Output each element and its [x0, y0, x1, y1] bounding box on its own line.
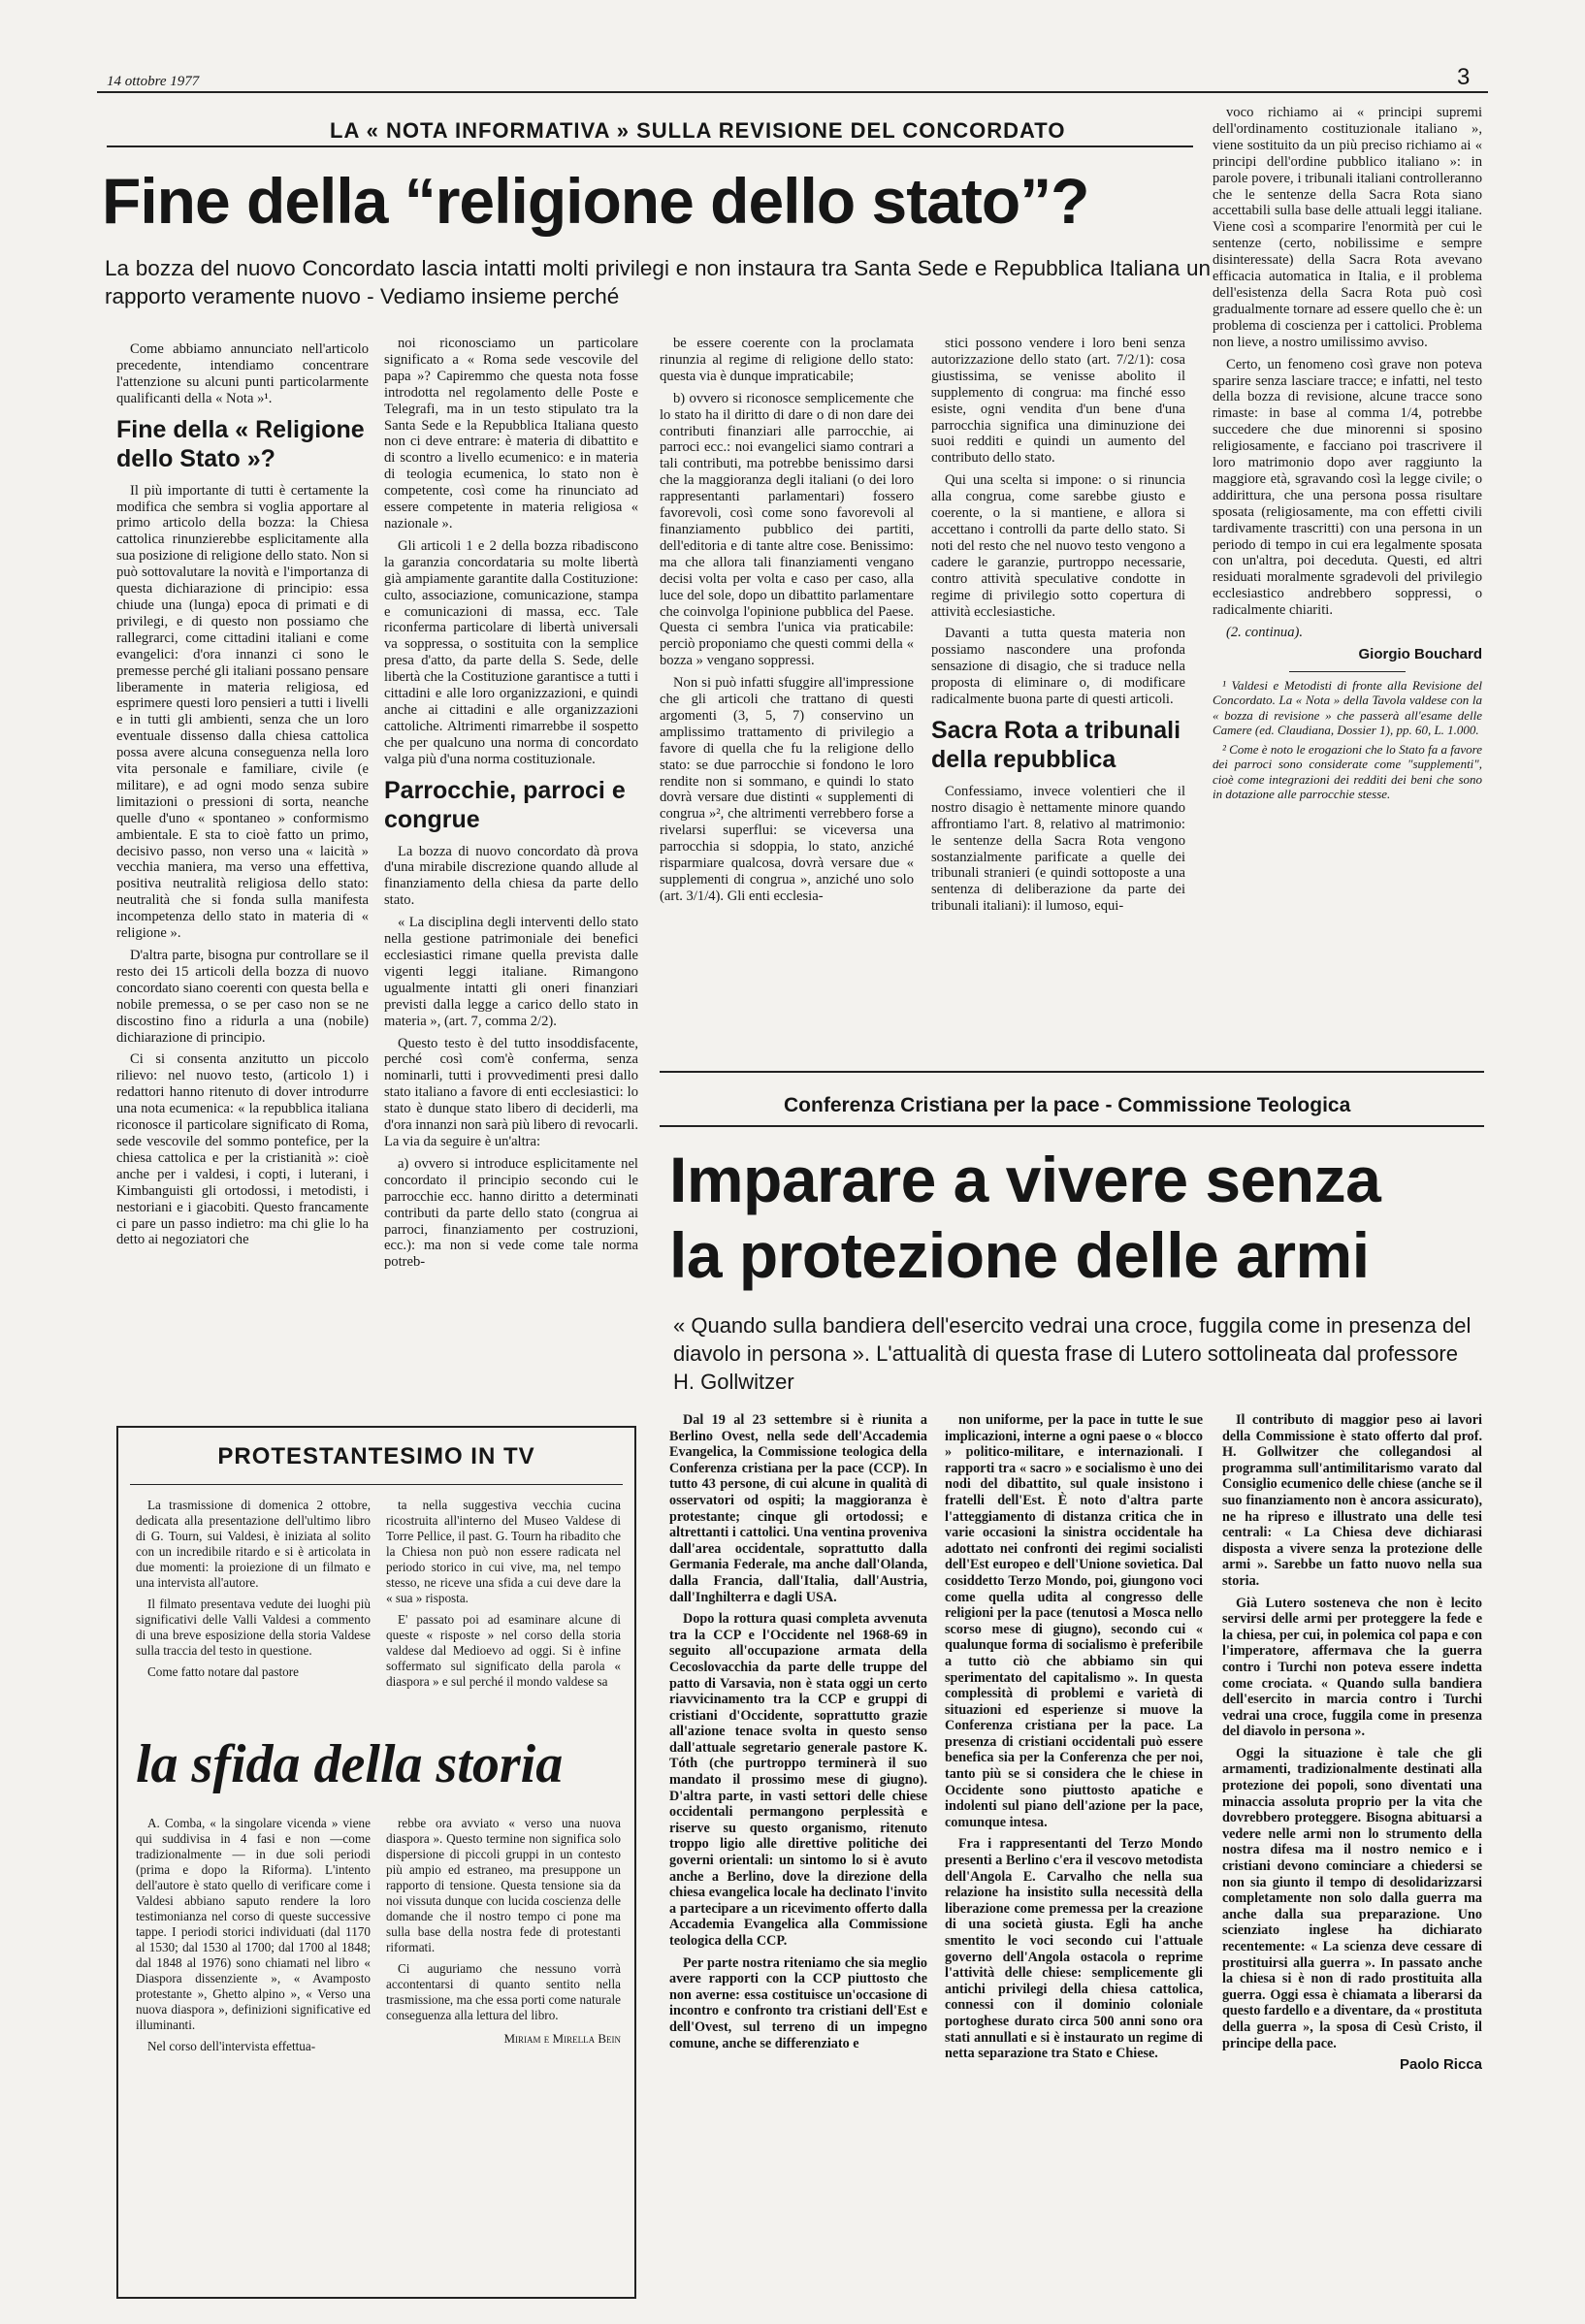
paragraph: E' passato poi ad esaminare alcune di queste « risposte » nel corso della storia valdese dal Medioevo ad oggi. Si è infine soffermato sul significato della parola « diaspora » e sul perché il mondo valdese sa: [386, 1612, 621, 1689]
article2-column-1: [669, 1412, 927, 2291]
paragraph: be essere coerente con la proclamata rinunzia al regime di religione dello stato: questa via è dunque impraticabile;: [660, 336, 914, 384]
paragraph: La bozza di nuovo concordato dà prova d'una mirabile discrezione quando allude al finanziamento della chiesa da parte dello stato.: [384, 843, 638, 909]
paragraph: D'altra parte, bisogna pur controllare se il resto dei 15 articoli della bozza di nuovo concordato siano coerenti con questa bella e nobile premessa, o se per caso non se ne discostino fino a ridurla a una (nobile) dichiarazione di principio.: [116, 948, 369, 1046]
paragraph: stici possono vendere i loro beni senza autorizzazione dello stato (art. 7/2/1): cosa giustissima, se venisse abolito il supplemento di congrua: ma finché esso esiste, ogni vendita d'un bene d'una parrocchia significa una diminuzione dei suoi redditi e quindi un aumento del contributo dello stato.: [931, 336, 1185, 467]
paragraph: Il filmato presentava vedute dei luoghi più significativi delle Valli Valdesi a commento di una breve esposizione della storia Valdese sulla traccia del testo in questione.: [136, 1597, 371, 1658]
article2-title-line2: la protezione delle armi: [669, 1219, 1370, 1291]
article2-top-rule: [660, 1071, 1484, 1073]
paragraph: Non si può infatti sfuggire all'impressione che gli articoli che trattano di questi argomenti (3, 5, 7) conservino un amplissimo trattamento di privilegio a favore di quella che fu la religione dello stato: se due parrocchie si fondono le loro rendite non si sommano, e quindi lo stato dovrà versare due distinti « supplementi di congrua »², che altrimenti verrebbero forse a rivelarsi superflui: se viceversa una parrocchia si sdoppia, lo stato, anziché risparmiare qualcosa, dovrà versare due « supplementi di congrua », anziché uno solo (art. 3/1/4). Gli enti ecclesia-: [660, 675, 914, 904]
paragraph: rebbe ora avviato « verso una nuova diaspora ». Questo termine non significa solo dispersione di piccoli gruppi in un contesto più ampio ed estraneo, ma presuppone un rapporto di tensione. Questa tensione sia da noi vissuta dunque con lucida coscienza delle domande che il nostro tempo ci pone ma sulla base della nostra fede di protestanti riformati.: [386, 1816, 621, 1954]
heading-sacra-rota: Sacra Rota a tribunali della repubblica: [931, 716, 1181, 773]
paragraph: a) ovvero si introduce esplicitamente nel concordato il principio secondo cui le parrocchie ecc. hanno diritto a determinati contributi da parte dello stato (congrua ai parroci, finanziamento per costruzioni, ecc.): ma non si vede come tale norma potreb-: [384, 1155, 638, 1271]
tv-box-column-2: [386, 1498, 621, 1721]
continued-note: (2. continua).: [1226, 625, 1304, 641]
paragraph: Come fatto notare dal pastore: [147, 1664, 299, 1679]
paragraph: Ci si consenta anzitutto un piccolo rilievo: nel nuovo testo, (articolo 1) i redattori hanno ritenuto di dover introdurre una nota ecumenica: « la repubblica italiana riconosce il particolare significato di Roma, sede vescovile del sommo pontefice, per la chiesa cattolica e per la cristianità »: cioè anche per i valdesi, i copti, i luterani, i Kimbanguisti gli ortodossi, i metodisti, i nestoriani e i giacobiti. Questo francamente ci pare un passo indietro: ma chi glie lo ha detto ai negoziatori che: [116, 1051, 369, 1248]
tv-box-title: PROTESTANTESIMO IN TV: [217, 1443, 535, 1469]
footnote-2: ² Come è noto le erogazioni che lo Stato fa a favore dei parroci sono considerate come "supplementi", cioè come integrazioni dei redditi dei beni che sono in dotazione alle parrocchie stesse.: [1213, 741, 1482, 802]
paragraph: Per parte nostra riteniamo che sia meglio avere rapporti con la CCP piuttosto che non averne: essa costituisce un'occasione di incontro e confronto tra cristiani dell'Est e dell'Ovest, sul terreno di un impegno comune, anche se differenziato e: [669, 1954, 927, 2051]
article1-kicker: LA « NOTA INFORMATIVA » SULLA REVISIONE DEL CONCORDATO: [330, 118, 1066, 143]
paragraph: Oggi la situazione è tale che gli armamenti, tradizionalmente destinati alla protezione dei popoli, sono diventati una minaccia assoluta proprio per la vita che dovrebbero proteggere. Bisogna abituarsi a vedere nelle armi non lo strumento della nostra difesa ma il nostro nemico e i cristiani devono cominciare a chiedersi se non sia giunto il tempo di desolidarizzarsi completamente non solo dalla guerra ma anche dalla sua preparazione. Uno scienziato inglese ha dichiarato recentemente: « La scienza deve cessare di prostituirsi alla guerra ». In passato anche la chiesa si è non di rado prostituita alla guerra. Oggi essa è chiamata a liberarsi da questo fardello e a diventare, da « prostituta della guerra », la sposa di Cesù Cristo, il principe della pace.: [1222, 1745, 1482, 2051]
article2-subtitle: « Quando sulla bandiera dell'esercito vedrai una croce, fuggila come in presenza del diavolo in persona ». L'attualità di questa frase di Lutero sottolineata dal professore H. Gollwitzer: [673, 1313, 1472, 1394]
paragraph: Gli articoli 1 e 2 della bozza ribadiscono la garanzia concordataria su molte libertà già ampiamente garantite dalla Costituzione: culto, associazione, comunicazione, stampa e comunicazioni di massa, ecc. Tale riconferma particolare di libertà universali va soppressa, o sostituita con la semplice presa d'atto, da parte della S. Sede, delle libertà che la Costituzione garantisce a tutti i cittadini e alle loro organizzazioni, e quindi anche ai cittadini e alle organizzazioni cattoliche. Altrimenti rimarrebbe il sospetto che per qualcuno una norma di concordato valga più d'una norma costituzionale.: [384, 537, 638, 767]
footnote-rule: [1289, 671, 1406, 672]
article1-column-2: [384, 336, 638, 1406]
article2-title-line1: Imparare a vivere senza: [669, 1144, 1381, 1215]
article2-kicker: Conferenza Cristiana per la pace - Commissione Teologica: [784, 1094, 1351, 1116]
footnote-1: ¹ Valdesi e Metodisti di fronte alla Revisione del Concordato. La « Nota » della Tavola valdese con la « bozza di revisione » che passerà all'esame delle Camere (ed. Claudiana, Dossier 1), pp. 60, L. 1.000.: [1213, 677, 1482, 738]
paragraph: Dopo la rottura quasi completa avvenuta tra la CCP e l'Occidente nel 1968-69 in seguito all'occupazione armata della Cecoslovacchia da parte delle truppe del patto di Varsavia, non è stata oggi un certo riavvicinamento tra la CCP e gruppi di cristiani d'Occidente, soprattutto grazie all'azione tenace svolta in questo senso dall'attuale segretario generale pastore K. Tóth (che purtroppo terminerà il suo mandato il prossimo mese di giugno). D'altra parte, in vasti settori delle chiese occidentali permangono perplessità e riserve su questo organismo, ritenuto troppo ligio alle direttive politiche dei governi orientali: un sintomo lo si è avuto anche a Berlino, dove la direzione della chiesa evangelica locale ha declinato l'invito a partecipare a un ricevimento offerto dalla Accademia Evangelica alla Commissione teologica della CCP.: [669, 1611, 927, 1949]
paragraph: Certo, un fenomeno così grave non poteva sparire senza lasciare tracce; e infatti, nel testo della bozza di revisione, alcune tracce sono rimaste: in base al comma 1/4, potrebbe succedere che due minorenni si sposino religiosamente, e facciano poi trascrivere il loro matrimonio dopo aver raggiunto la maggiore età, sgravando così la legge civile; o addirittura, che una persona possa risultare sposata (religiosamente, ma con effetti civili tardivamente trascritti) con una persona in un periodo di tempo in cui era legalmente sposata con un'altra, poi deceduta. Questi, ed altri residuati moralmente sgradevoli del privilegio ecclesiastico andrebbero soppressi, o radicalmente chiariti.: [1213, 356, 1482, 619]
paragraph: Dal 19 al 23 settembre si è riunita a Berlino Ovest, nella sede dell'Accademia Evangelica, la Commissione teologica della Conferenza cristiana per la pace (CCP). In tutto 43 persone, di cui alcune in qualità di osservatori od ospiti; la maggioranza è protestante; cinque gli ortodossi; e altrettanti i cattolici. Una ventina proveniva dall'area occidentale, soprattutto dalla Germania Federale, ma anche dall'Olanda, dalla Francia, dall'Italia, dall'Austria, dall'Inghilterra e dagli USA.: [669, 1412, 927, 1605]
paragraph: A. Comba, « la singolare vicenda » viene qui suddivisa in 4 fasi e non —come tradizionalmente — in due soli periodi (prima e dopo la Riforma). L'intento dell'autore è stato quello di verificare come i Valdesi abbiano saputo rendere la loro testimonianza nel corso di queste successive tappe. I periodi storici individuati (dal 1170 al 1530; dal 1530 al 1700; dal 1700 al 1848; dal 1848 al 1976) sono chiamati nel libro « Diaspora dissenziente », « Avamposto protestante », Ghetto alpino », « Verso una nuova diaspora », definizioni significative ed illuminanti.: [136, 1816, 371, 2032]
paragraph: Confessiamo, invece volentieri che il nostro disagio è nettamente minore quando affrontiamo l'art. 8, relativo al matrimonio: le sentenze della Sacra Rota vengono sostanzialmente parificate a quelle dei tribunali stranieri (e quindi sottoposte a una sentenza di deliberazione da parte dei tribunali italiani): il lumoso, equi-: [931, 783, 1185, 915]
paragraph: Il più importante di tutti è certamente la modifica che sembra si voglia apportare al primo articolo della bozza: la Chiesa cattolica rinunzierebbe esplicitamente alla sua posizione di religione dello stato. Non si può sottovalutare la novità e l'importanza di questa dichiarazione di principio: essa chiude una (lunga) epoca di primati e di privilegi, e di questo non possiamo che rallegrarci, come cittadini italiani e come evangelici: d'ora innanzi ci sono le premesse perché gli italiani possano pensare liberamente in materia religiosa, ed esprimere questi loro pensieri a tutti i livelli e in tutti gli ambienti, senza che un loro eventuale dissenso dalla chiesa cattolica possa avere alcuna conseguenza nella loro vita personale e familiare, civile (e militare), e ad ogni modo senza subire limitazioni o pressioni di sorta, neanche quelle d'uno « spontaneo » conformismo ambientale. E sta to cioè fatto un primo, decisivo passo, non verso una « laicità » vecchia maniera, ma verso una effettiva, positiva neutralità religiosa dello stato: neutralità che si fonda sulla manifesta incompetenza dello stato in materia di « religione ».: [116, 482, 369, 942]
article1-column-4: [931, 336, 1185, 1065]
paragraph: La trasmissione di domenica 2 ottobre, dedicata alla presentazione dell'ultimo libro di G. Tourn, sui Valdesi, è iniziata al solito con un incredibile ritardo e si è articolata in due momenti: la proiezione di un filmato e una intervista all'autore.: [136, 1498, 371, 1590]
author-ricca: Paolo Ricca: [1399, 2056, 1482, 2074]
paragraph: ta nella suggestiva vecchia cucina ricostruita all'interno del Museo Valdese di Torre Pellice, il past. G. Tourn ha ribadito che la Chiesa non può non essere radicata nel periodo storico in cui vive, ma, nel tempo stesso, ne riceve una sfida a cui deve dare la « sua » risposta.: [386, 1498, 621, 1605]
paragraph: Questo testo è del tutto insoddisfacente, perché così com'è conferma, senza nominarli, tutti i provvedimenti presi dallo stato italiano a favore di enti ecclesiastici: lo stato è dunque stato libero di deciderli, ma d'ora innanzi non sarà più libero di revocarli. La via da seguire è un'altra:: [384, 1035, 638, 1149]
header-rule: [97, 91, 1488, 93]
paragraph: voco richiamo ai « principi supremi dell'ordinamento costituzionale italiano », viene sostituito da un più preciso richiamo ai « principi dell'ordine pubblico italiano »: in parole povere, i tribunali italiani controlleranno che le sentenze della Sacra Rota siano accettabili sulla base delle attuali leggi italiane. Viene così a scomparire l'enormità per cui le sentenze (certo, nobilissime e sempre disinteressate) della Sacra Rota avevano efficacia automatica in Italia, e il problema dell'esistenza della Sacra Rota può così gradualmente tornare ad essere quello che è: un problema di coscienza per i cattolici. Problema non lieve, a nostro umilissimo avviso.: [1213, 105, 1482, 350]
page-number: 3: [1457, 64, 1471, 90]
author-bouchard: Giorgio Bouchard: [1358, 646, 1482, 662]
article1-column-5: [1213, 105, 1482, 1065]
paragraph: noi riconosciamo un particolare significato a « Roma sede vescovile del papa »? Capiremmo che questa nota fosse introdotta nel regolamento delle Poste e Telegrafi, ma in un testo stipulato tra la Santa Sede e la Repubblica Italiana questo non ci deve entrare: è materia di dibattito e di scontro a livello ecumenico: e in materia di teologia ecumenica, lo stato non è competente, così come ha rinunciato ad essere competente in materia religiosa « nazionale ».: [384, 336, 638, 532]
paragraph: Davanti a tutta questa materia non possiamo nascondere una profonda sensazione di disagio, che si traduce nella proposta di eliminare o, di modificare radicalmente buona parte di questi articoli.: [931, 626, 1185, 708]
article1-column-1: [116, 341, 369, 1406]
paragraph: « La disciplina degli interventi dello stato nella gestione patrimoniale dei benefici ecclesiastici rimane quella prevista dalle vigenti leggi italiane. Rimangono ugualmente intatti gli oneri finanziari previsti dalla legge a carico dello stato in materia », (art. 7, comma 2/2).: [384, 915, 638, 1029]
kicker-rule: [107, 145, 1193, 147]
article2-column-2: [945, 1412, 1203, 2291]
article2-column-3: [1222, 1412, 1482, 2305]
tv-box-column-3: [136, 1816, 371, 2289]
paragraph: non uniforme, per la pace in tutte le sue implicazioni, interne a ogni paese o « blocco » politico-militare, e internazionali. I rapporti tra « sacro » e socialismo è uno dei nodi del dibattito, sul quale insistono i fratelli dell'Est. È noto d'altra parte l'atteggiamento di distanza critica che in varie occasioni la sinistra occidentale ha adottato nei confronti dei regimi socialisti dell'Est europeo e dell'Unione sovietica. Dal cosiddetto Terzo Mondo, poi, giungono voci come quella udita al congresso delle religioni per la pace (tenutosi a Mosca nello scorso mese di giugno), secondo cui « qualunque forma di socialismo è preferibile a tutto ciò che abbiamo sin qui sperimentato del capitalismo ». In questa complessità di problemi e varietà di situazioni ed esperienze si muove la Conferenza cristiana per la pace. La presenza di cristiani occidentali può essere benefica sia per la Conferenza che per noi, tanto più se si considera che le chiese in Occidente sono piuttosto apatiche e indolenti sul piano dell'azione per la pace, comunque intesa.: [945, 1412, 1203, 1830]
paragraph: Il contributo di maggior peso ai lavori della Commissione è stato offerto dal prof. H. Gollwitzer che collegandosi al programma sull'antimilitarismo varato dal Consiglio ecumenico delle chiese (anche se il suo finanziamento non è ancora assicurato), ne ha ripreso e illustrato una delle tesi centrali: « La Chiesa deve dichiarasi disposta a vivere senza la protezione delle armi ». Sarebbe un fatto nuovo nella sua storia.: [1222, 1412, 1482, 1589]
heading-parrocchie: Parrocchie, parroci e congrue: [384, 776, 626, 833]
article1-column-3: [660, 336, 914, 1065]
paragraph: Ci auguriamo che nessuno vorrà accontentarsi di quanto sentito nella trasmissione, ma che essa porti come naturale conseguenza alla lettura del libro.: [386, 1961, 621, 2022]
tv-box-column-4: [386, 1816, 621, 2289]
tv-box-title-rule: [130, 1484, 623, 1485]
paragraph: b) ovvero si riconosce semplicemente che lo stato ha il diritto di dare o di non dare dei contributi finanziari alle parrocchie, ai parroci ecc.: noi evangelici siamo contrari a tali contributi, ma potrebbe benissimo darsi che la maggioranza degli italiani (o dei loro rappresentanti parlamentari) fossero favorevoli, così come sono favorevoli al finanziamento pubblico dei partiti, dell'editoria e di tante altre cose. Benissimo: ma che allora tali finanziamenti vengano decisi volta per volta e caso per caso, alla luce del sole, dopo un dibattito parlamentare che coinvolga l'opinione pubblica del Paese. Questa ci sembra l'unica via praticabile: perciò proponiamo che questi commi della « bozza » vengano soppressi.: [660, 390, 914, 669]
tv-box-headline: la sfida della storia: [136, 1734, 564, 1794]
page-date: 14 ottobre 1977: [107, 74, 200, 89]
tv-box-signature: Miriam e Mirella Bein: [503, 2031, 621, 2046]
paragraph: Nel corso dell'intervista effettua-: [147, 2039, 316, 2053]
paragraph: Già Lutero sosteneva che non è lecito servirsi delle armi per proteggere la fede e la chiesa, per cui, in polemica col papa e con l'imperatore, affermava che la guerra contro i Turchi non poteva essere indetta come crociata. « Quando sulla bandiera dell'esercito in marcia contro i Turchi vedrai una croce, fuggila come in presenza del diavolo in persona ».: [1222, 1595, 1482, 1740]
footnotes: [1213, 678, 1482, 802]
tv-box-column-1: [136, 1498, 371, 1721]
article1-intro: Come abbiamo annunciato nell'articolo precedente, intendiamo concentrare l'attenzione su alcuni punti particolarmente qualificanti della « Nota »¹.: [116, 341, 369, 406]
heading-religione-dello-stato: Fine della « Religione dello Stato »?: [116, 415, 365, 472]
article1-title: Fine della “religione dello stato”?: [102, 165, 1089, 237]
article1-subtitle: La bozza del nuovo Concordato lascia intatti molti privilegi e non instaura tra Santa Sede e Repubblica Italiana un rapporto veramente nuovo - Vediamo insieme perché: [105, 256, 1211, 308]
paragraph: Fra i rappresentanti del Terzo Mondo presenti a Berlino c'era il vescovo metodista dell'Angola E. Carvalho che nella sua relazione ha insistito sulla necessità della liberazione come premessa per la creazione di una società giusta. Egli ha anche smentito le voci secondo cui l'attuale governo dell'Angola ostacola o reprime l'attività delle chiese: semplicemente gli antichi privilegi della chiesa cattolica, connessi con il dominio coloniale portoghese durato circa 500 anni sono ora stati annullati e si è instaurato un regime di netta separazione tra Stato e Chiese.: [945, 1836, 1203, 2062]
paragraph: Qui una scelta si impone: o si rinuncia alla congrua, come sarebbe giusto e coerente, o la si mantiene, e allora si accettano i controlli da parte dello stato. Si noti del resto che nel nuovo testo vengono a cadere le garanzie, purtroppo necessarie, contro attività speculative condotte in regime di privilegio sotto copertura di attività ecclesiastiche.: [931, 472, 1185, 620]
article2-kicker-rule: [660, 1125, 1484, 1127]
